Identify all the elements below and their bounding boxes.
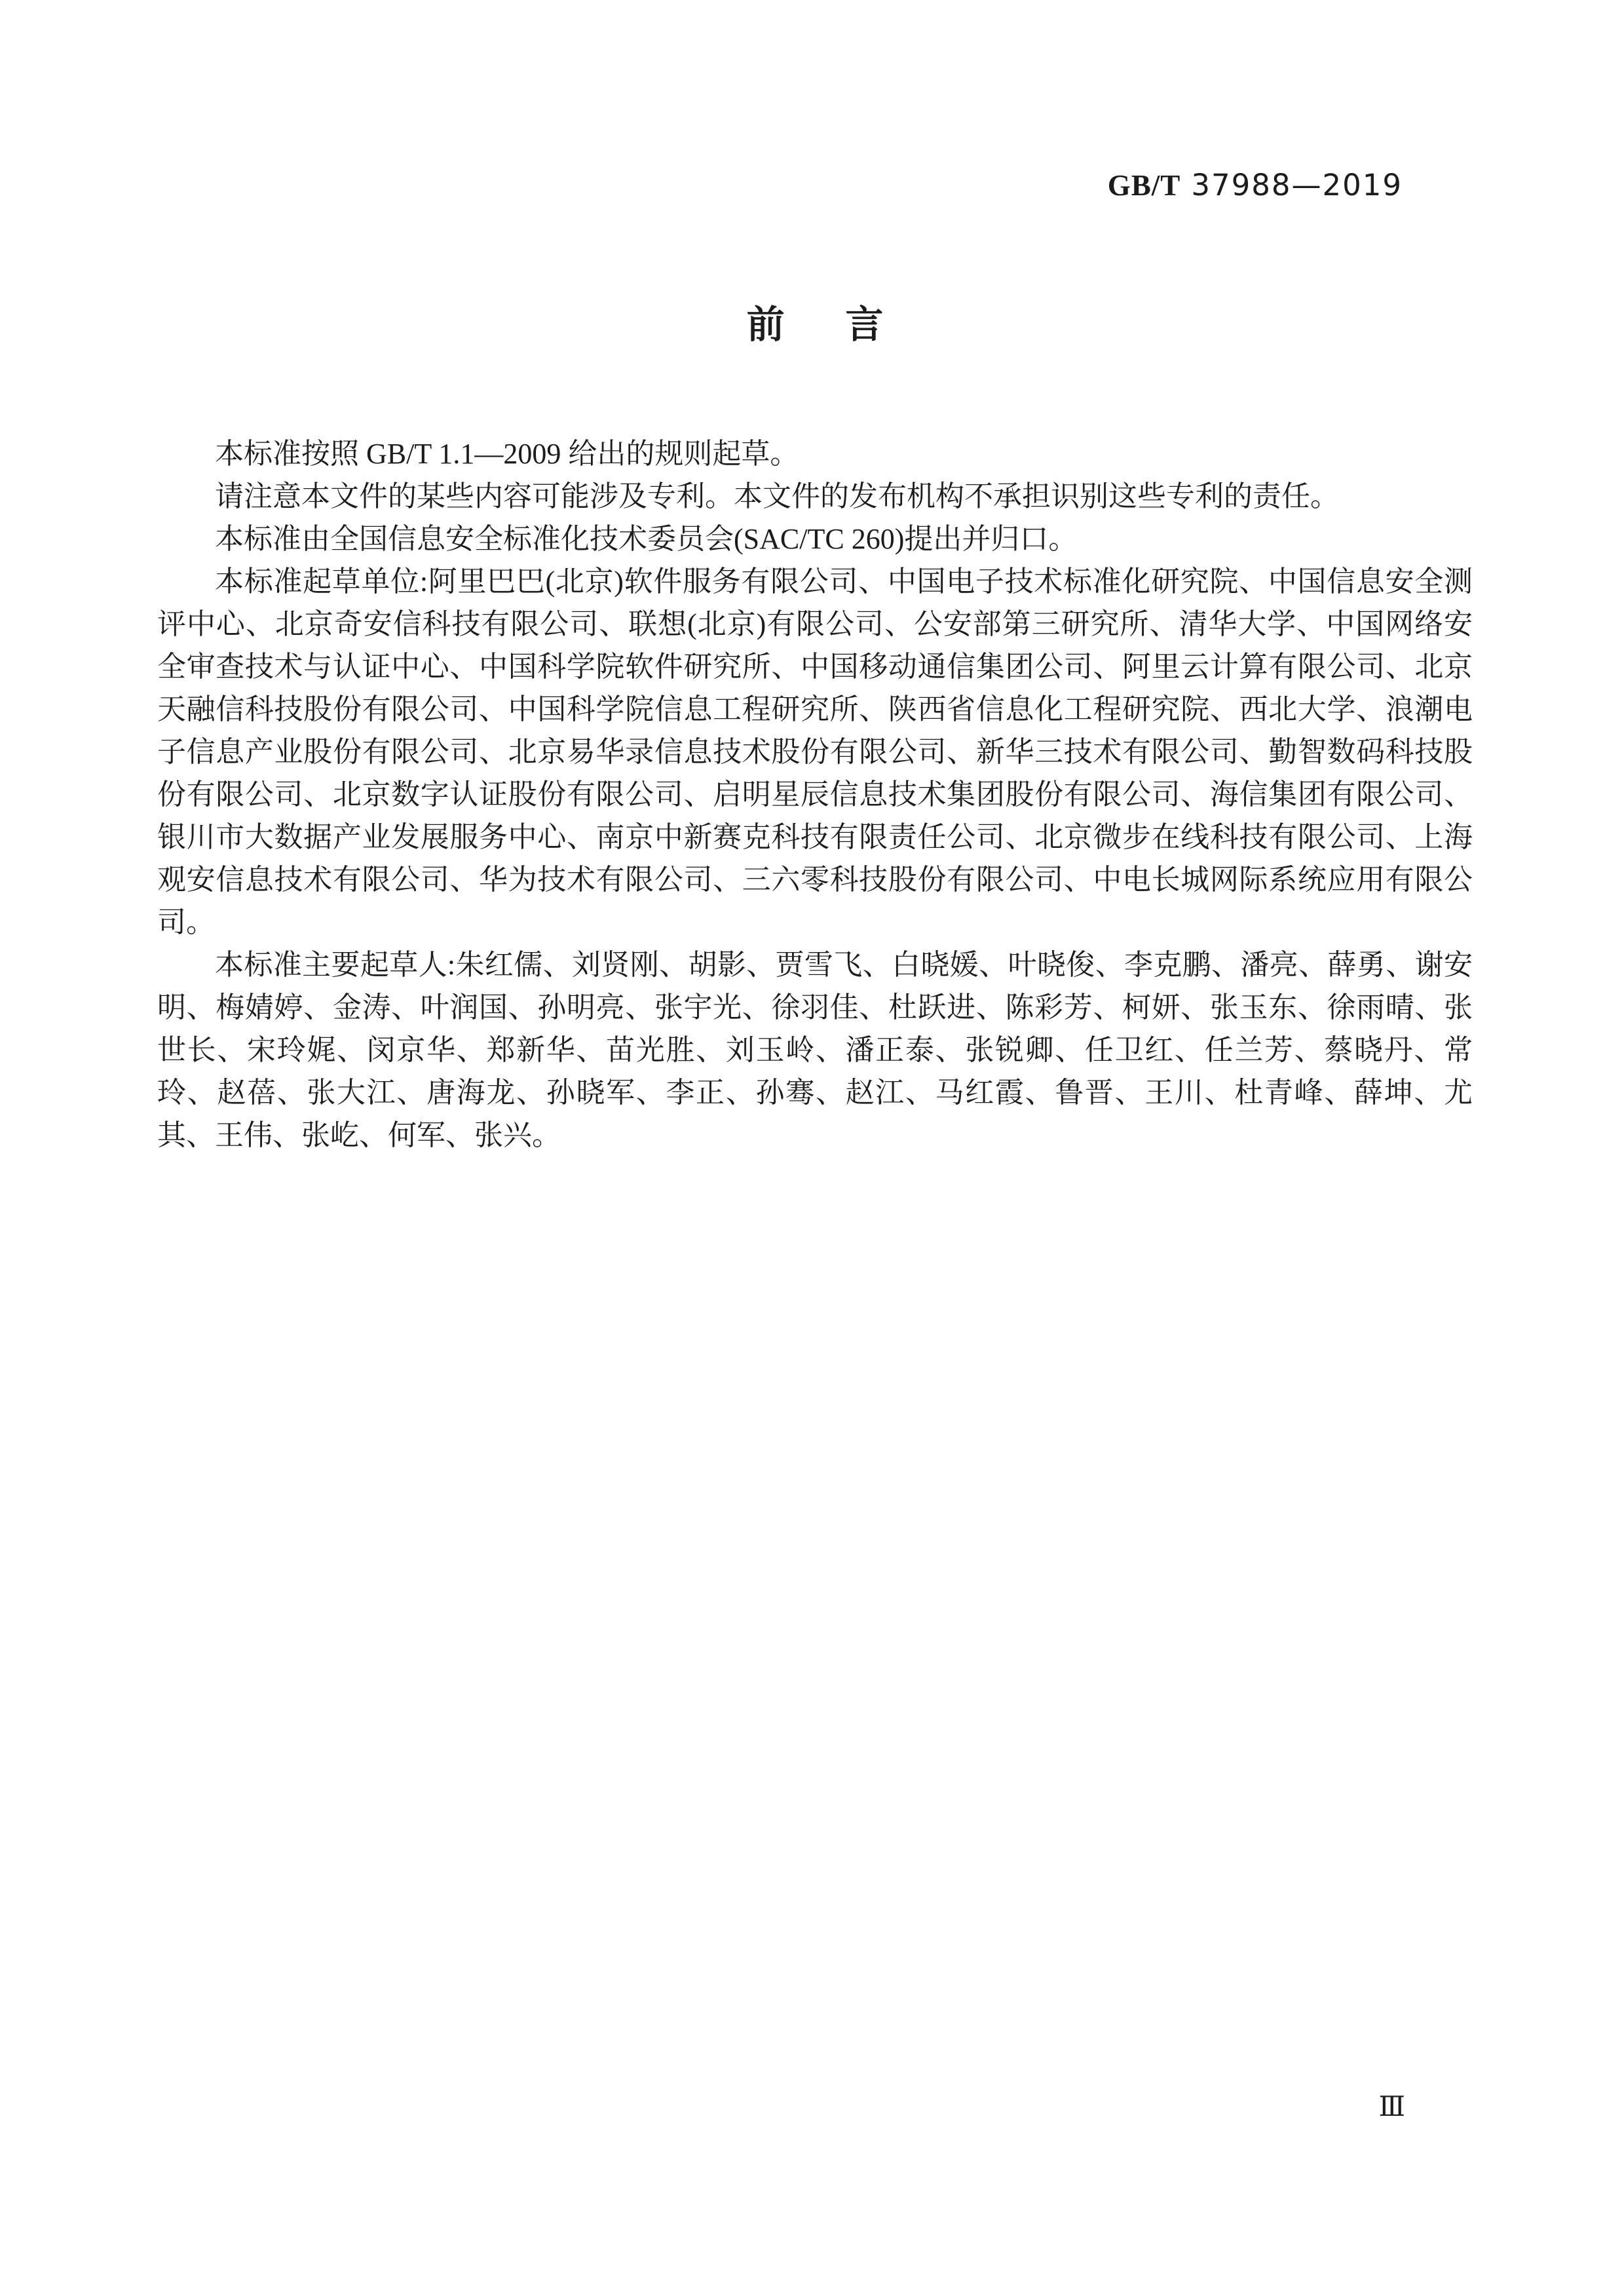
paragraph-committee: 本标准由全国信息安全标准化技术委员会(SAC/TC 260)提出并归口。 bbox=[215, 523, 1078, 555]
standard-code-prefix: GB/T bbox=[1107, 169, 1181, 202]
paragraph-drafting-rule: 本标准按照 GB/T 1.1—2009 给出的规则起草。 bbox=[215, 438, 799, 470]
standard-code-number: 37988—2019 bbox=[1191, 168, 1403, 202]
page-number: Ⅲ bbox=[1378, 2092, 1405, 2122]
paragraph-main-drafters: 本标准主要起草人:朱红儒、刘贤刚、胡影、贾雪飞、白晓媛、叶晓俊、李克鹏、潘亮、薛勇、谢安明、梅婧婷、金涛、叶润国、孙明亮、张宇光、徐羽佳、杜跃进、陈彩芳、柯妍、张玉东、徐雨晴、张世长、宋玲娓、闵京华、郑新华、苗光胜、刘玉岭、潘正泰、张锐卿、任卫红、任兰芳、蔡晓丹、常玲、赵蓓、张大江、唐海龙、孙晓军、李正、孙骞、赵江、马红霞、鲁晋、王川、杜青峰、薛坤、尤其、王伟、张屹、何军、张兴。 bbox=[157, 949, 1473, 1151]
paragraph-patent-notice: 请注意本文件的某些内容可能涉及专利。本文件的发布机构不承担识别这些专利的责任。 bbox=[215, 480, 1339, 512]
paragraph-drafting-organizations: 本标准起草单位:阿里巴巴(北京)软件服务有限公司、中国电子技术标准化研究院、中国信息安全测评中心、北京奇安信科技有限公司、联想(北京)有限公司、公安部第三研究所、清华大学、中国网络安全审查技术与认证中心、中国科学院软件研究所、中国移动通信集团公司、阿里云计算有限公司、北京天融信科技股份有限公司、中国科学院信息工程研究所、陕西省信息化工程研究院、西北大学、浪潮电子信息产业股份有限公司、北京易华录信息技术股份有限公司、新华三技术有限公司、勤智数码科技股份有限公司、北京数字认证股份有限公司、启明星辰信息技术集团股份有限公司、海信集团有限公司、银川市大数据产业发展服务中心、南京中新赛克科技有限责任公司、北京微步在线科技有限公司、上海观安信息技术有限公司、华为技术有限公司、三六零科技股份有限公司、中电长城网际系统应用有限公司。 bbox=[157, 565, 1473, 938]
standard-code bbox=[1108, 168, 1403, 202]
page-title: 前 言 bbox=[746, 302, 895, 347]
foreword-body bbox=[157, 432, 1473, 1157]
